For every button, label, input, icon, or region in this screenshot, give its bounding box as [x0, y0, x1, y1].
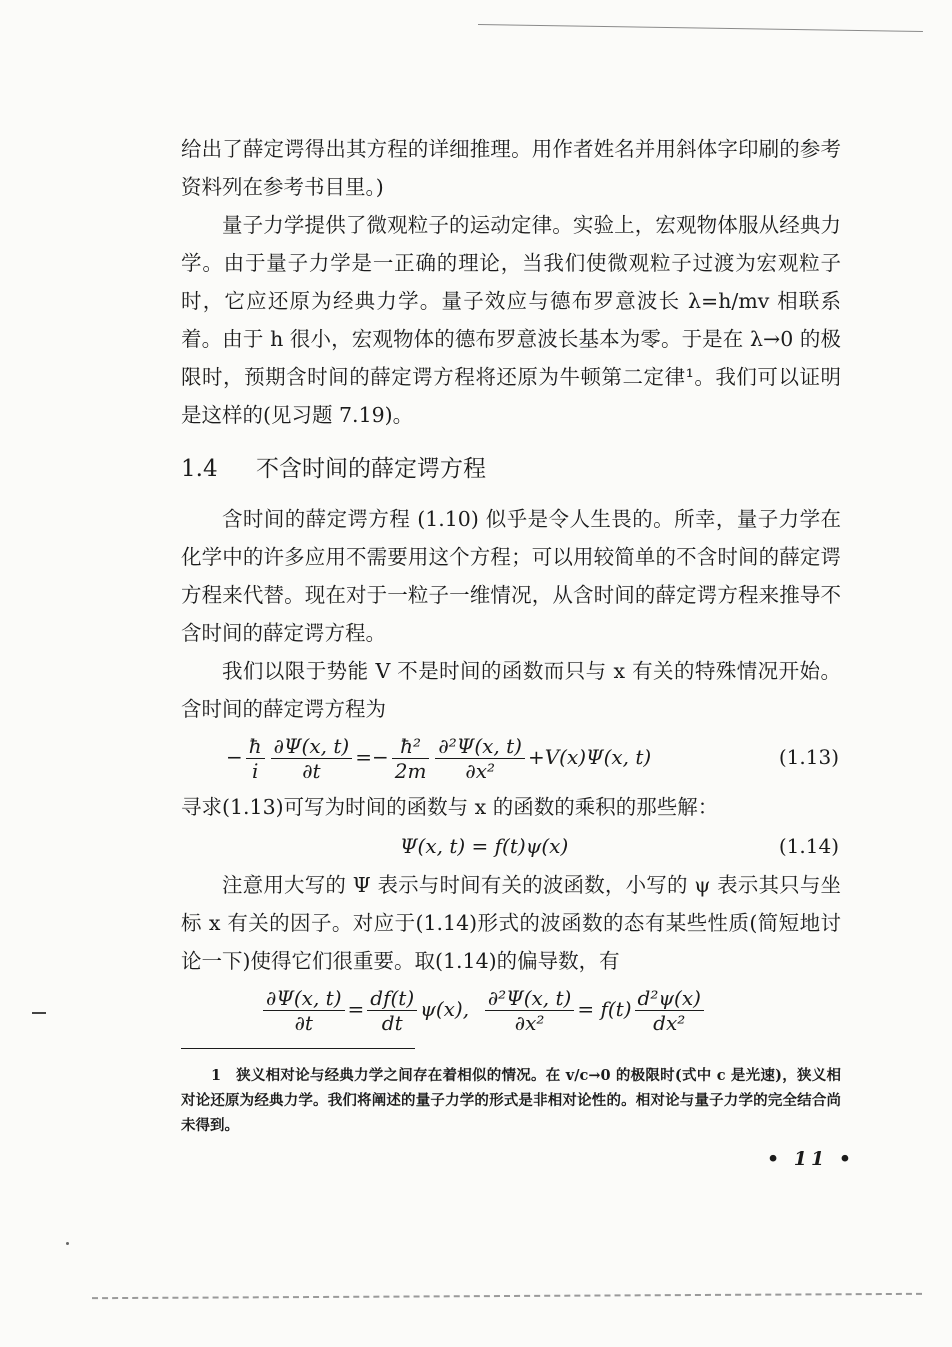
paragraph-1: 给出了薛定谔得出其方程的详细推理。用作者姓名并用斜体字印刷的参考资料列在参考书目里。) [181, 137, 841, 199]
paragraph-6: 注意用大写的 Ψ 表示与时间有关的波函数，小写的 ψ 表示其只与坐标 x 有关的因子。对应于(1.14)形式的波函数的态有某些性质(简短地讨论一下)使得它们很重要。取(1.14)的偏导数，有 [181, 873, 841, 973]
paragraph-2: 量子力学提供了微观粒子的运动定律。实验上，宏观物体服从经典力学。由于量子力学是一正确的理论，当我们使微观粒子过渡为宏观粒子时，它应还原为经典力学。量子效应与德布罗意波长 λ=h/mv 相联系着。由于 h 很小，宏观物体的德布罗意波长基本为零。于是在 λ→0 的极限时，预期含时间的薛定谔方程将还原为牛顿第二定律¹。我们可以证明是这样的(见习题 7.19)。 [181, 213, 841, 427]
equation-number-1-13: (1.13) [778, 745, 839, 769]
paragraph-5: 寻求(1.13)可写为时间的函数与 x 的函数的乘积的那些解： [181, 795, 719, 819]
paragraph-3: 含时间的薛定谔方程 (1.10) 似乎是令人生畏的。所幸，量子力学在化学中的许多应用不需要用这个方程；可以用较简单的不含时间的薛定谔方程来代替。现在对于一粒子一维情况，从含时间的薛定谔方程来推导不含时间的薛定谔方程。 [181, 507, 841, 645]
fraction-hbar2-2m: $\frac{\text{ħ²}}{2m}$ [392, 734, 430, 783]
equation-1-13: − $\frac{ħ}{i}$ $\frac{\partial\Psi(x, t)}{\partial t}$ =− $\frac{\text{ħ²}}{2m}$ $\frac{\text{∂²Ψ(x, t)}}{\text{∂x²}}$ +V(x)Ψ(x, t) [226, 734, 652, 783]
fraction-hbar-over-i: $\frac{ħ}{i}$ [246, 734, 265, 783]
section-number: 1.4 [181, 456, 218, 482]
scan-mark [32, 1012, 46, 1014]
equation-number-1-14: (1.14) [778, 834, 839, 858]
paragraph-4: 我们以限于势能 V 不是时间的函数而只与 x 有关的特殊情况开始。含时间的薛定谔方程为 [181, 659, 841, 721]
fraction-d2psi-dx2: $\frac{\text{∂²Ψ(x, t)}}{\text{∂x²}}$ [435, 734, 525, 783]
fraction-dpsi-dt: $\frac{\partial\Psi(x, t)}{\partial t}$ [271, 734, 353, 783]
scan-edge [92, 1293, 922, 1299]
section-title: 不含时间的薛定谔方程 [256, 456, 486, 482]
fraction-d2psi-dx2-2: $\frac{\text{∂²Ψ(x, t)}}{\text{∂x²}}$ [485, 986, 575, 1035]
footnote-rule [181, 1048, 415, 1049]
scan-dot [66, 1242, 69, 1245]
equation-1-14: Ψ(x, t) = f(t)ψ(x) [400, 834, 569, 858]
header-rule [478, 24, 923, 32]
equation-partial-derivatives: $\frac{\partial\Psi(x, t)}{\partial t}$ = $\frac{df(t)}{dt}$ ψ(x), $\frac{\text{∂²Ψ(x, t)}}{\text{∂x²}}$ = f(t) $\frac{\text{d²ψ(x)}}{\text{dx²}}$ [260, 986, 707, 1035]
section-heading [181, 454, 486, 484]
fraction-df-dt: $\frac{df(t)}{dt}$ [367, 986, 417, 1035]
fraction-d2psi-dx2-small: $\frac{\text{d²ψ(x)}}{\text{dx²}}$ [635, 986, 704, 1035]
footnote: 1 狭义相对论与经典力学之间存在着相似的情况。在 v/c→0 的极限时(式中 c 是光速)，狭义相对论还原为经典力学。我们将阐述的量子力学的形式是非相对论性的。相对论与量子力学的完全结合尚未得到。 [181, 1067, 841, 1134]
fraction-dpsi-dt-2: $\frac{\partial\Psi(x, t)}{\partial t}$ [263, 986, 345, 1035]
page-number: • 11 • [767, 1148, 855, 1170]
